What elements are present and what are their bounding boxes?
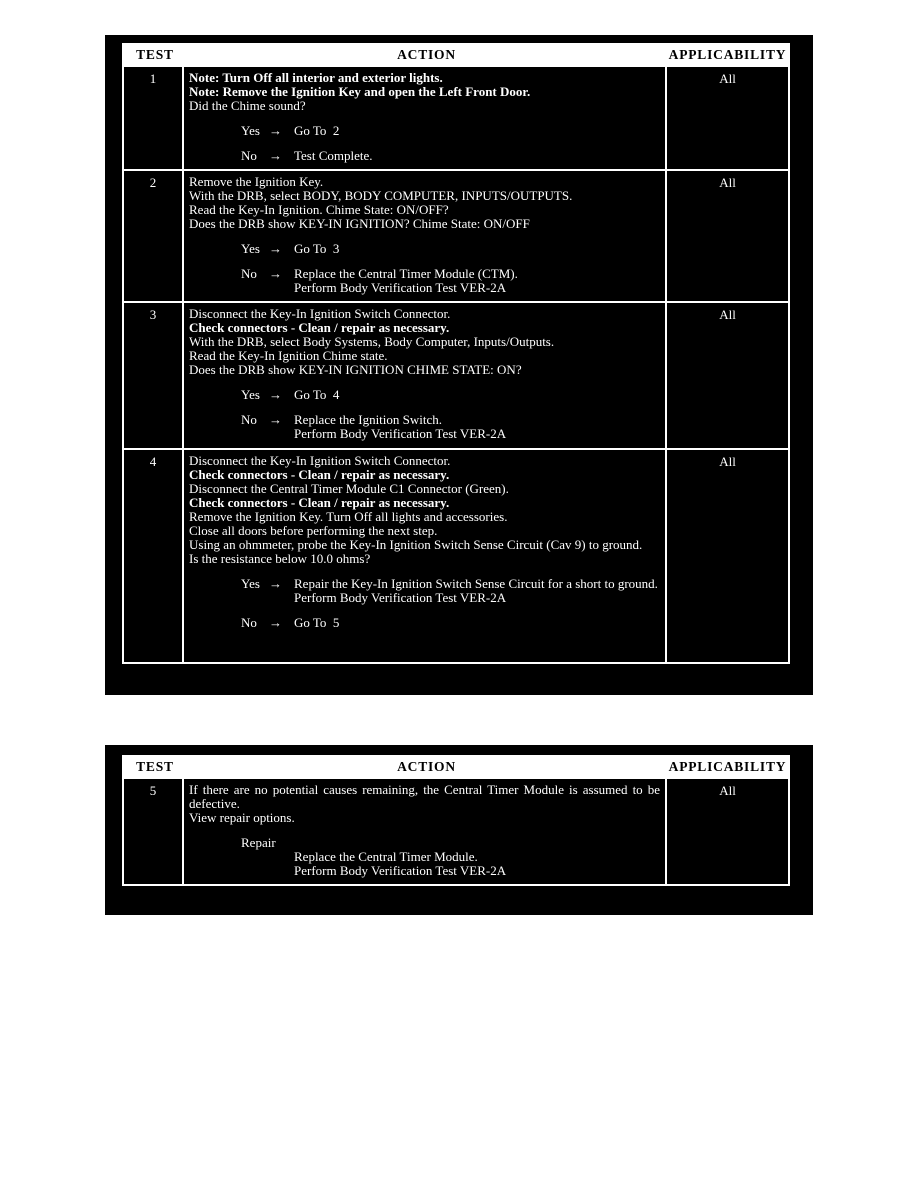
- decision-block: [241, 149, 660, 163]
- action-line: Disconnect the Key-In Ignition Switch Connector.: [189, 306, 451, 321]
- test-number-cell: 2: [124, 171, 184, 301]
- decision-label: Yes: [241, 241, 260, 256]
- decision-block: [241, 388, 660, 402]
- right-arrow-icon: →: [269, 387, 282, 402]
- decision-label: No: [241, 615, 257, 630]
- table-row: [124, 777, 788, 884]
- decision-text: [294, 267, 660, 295]
- diagnostic-table-1: [122, 43, 790, 664]
- action-line: Check connectors - Clean / repair as necessary.: [189, 320, 450, 335]
- right-arrow-icon: →: [269, 576, 282, 591]
- decision-block: [241, 242, 660, 256]
- table-2-body: [124, 777, 788, 884]
- test-number-cell: 1: [124, 67, 184, 169]
- decision-label: No: [241, 412, 257, 427]
- action-line: Using an ohmmeter, probe the Key-In Ignition Switch Sense Circuit (Cav 9) to ground.: [189, 537, 643, 552]
- action-cell: [184, 779, 667, 884]
- right-arrow-icon: →: [269, 148, 282, 163]
- decision-text-line: [294, 836, 660, 850]
- action-line: Check connectors - Clean / repair as necessary.: [189, 495, 450, 510]
- diagnostic-table-2: [122, 755, 790, 886]
- decision-text-line: Perform Body Verification Test VER-2A: [294, 426, 507, 441]
- decision-text: [294, 836, 660, 878]
- decision-text: [294, 616, 660, 630]
- column-header-action: ACTION: [397, 759, 456, 774]
- table-row: [124, 169, 788, 301]
- action-line: Disconnect the Key-In Ignition Switch Connector.: [189, 453, 451, 468]
- decision-text: [294, 149, 660, 163]
- decision-block: [241, 124, 660, 138]
- decision-block: [241, 413, 660, 441]
- applicability-cell: All: [719, 307, 736, 322]
- table-1-body: [124, 65, 788, 662]
- action-line: Remove the Ignition Key.: [189, 174, 324, 189]
- right-arrow-icon: →: [269, 241, 282, 256]
- applicability-cell: All: [719, 175, 736, 190]
- action-line: Remove the Ignition Key. Turn Off all lights and accessories.: [189, 509, 508, 524]
- applicability-cell: All: [719, 71, 736, 86]
- decision-text-line: Go To 3: [294, 241, 340, 256]
- action-line: With the DRB, select Body Systems, Body Computer, Inputs/Outputs.: [189, 334, 555, 349]
- action-line: If there are no potential causes remaining, the Central Timer Module is assumed to be defective.: [189, 782, 664, 811]
- diagnostic-panel-1: [105, 35, 813, 695]
- action-line: Is the resistance below 10.0 ohms?: [189, 551, 371, 566]
- decision-label: Yes: [241, 387, 260, 402]
- decision-text: [294, 577, 660, 605]
- decision-label: Yes: [241, 576, 260, 591]
- decision-block: [241, 616, 660, 630]
- decision-text: [294, 413, 660, 441]
- applicability-cell: All: [719, 783, 736, 798]
- action-line: Does the DRB show KEY-IN IGNITION? Chime State: ON/OFF: [189, 216, 530, 231]
- test-number-cell: 4: [124, 450, 184, 662]
- table-2-header-row: [124, 757, 788, 777]
- decision-text-line: Test Complete.: [294, 148, 373, 163]
- action-line: Note: Remove the Ignition Key and open the Left Front Door.: [189, 84, 531, 99]
- column-header-action: ACTION: [397, 47, 456, 62]
- action-line: With the DRB, select BODY, BODY COMPUTER, INPUTS/OUTPUTS.: [189, 188, 573, 203]
- decision-label: Repair: [241, 835, 276, 850]
- test-number-cell: 3: [124, 303, 184, 448]
- decision-text-line: Replace the Ignition Switch.: [294, 412, 443, 427]
- action-cell: [184, 303, 667, 448]
- test-number-cell: 5: [124, 779, 184, 884]
- applicability-cell: All: [719, 454, 736, 469]
- action-line: Note: Turn Off all interior and exterior lights.: [189, 70, 443, 85]
- diagnostic-panel-2: [105, 745, 813, 915]
- decision-text-line: Go To 2: [294, 123, 340, 138]
- decision-text-line: Go To 5: [294, 615, 340, 630]
- action-line: Read the Key-In Ignition. Chime State: ON/OFF?: [189, 202, 449, 217]
- right-arrow-icon: →: [269, 266, 282, 281]
- action-cell: [184, 450, 667, 662]
- decision-text-line: Repair the Key-In Ignition Switch Sense Circuit for a short to ground.: [294, 576, 658, 591]
- action-cell: [184, 67, 667, 169]
- decision-text: [294, 242, 660, 256]
- decision-text-line: Replace the Central Timer Module (CTM).: [294, 266, 518, 281]
- decision-text: [294, 388, 660, 402]
- action-line: Check connectors - Clean / repair as necessary.: [189, 467, 450, 482]
- table-row: [124, 65, 788, 169]
- decision-label: No: [241, 266, 257, 281]
- column-header-test: TEST: [136, 47, 174, 62]
- table-row: [124, 448, 788, 662]
- right-arrow-icon: [269, 836, 294, 878]
- decision-text-line: Perform Body Verification Test VER-2A: [294, 280, 507, 295]
- right-arrow-icon: →: [269, 412, 282, 427]
- action-line: Read the Key-In Ignition Chime state.: [189, 348, 388, 363]
- action-line: Close all doors before performing the next step.: [189, 523, 438, 538]
- table-1-header-row: [124, 45, 788, 65]
- action-line: View repair options.: [189, 810, 295, 825]
- decision-block: [241, 267, 660, 295]
- decision-label: No: [241, 148, 257, 163]
- action-line: Does the DRB show KEY-IN IGNITION CHIME STATE: ON?: [189, 362, 522, 377]
- action-line: Disconnect the Central Timer Module C1 Connector (Green).: [189, 481, 509, 496]
- decision-text-line: Go To 4: [294, 387, 340, 402]
- action-line: Did the Chime sound?: [189, 98, 306, 113]
- decision-block: [241, 836, 660, 878]
- decision-text: [294, 124, 660, 138]
- column-header-applicability: APPLICABILITY: [668, 759, 787, 774]
- decision-text-line: Replace the Central Timer Module.: [294, 849, 478, 864]
- action-cell: [184, 171, 667, 301]
- right-arrow-icon: →: [269, 123, 282, 138]
- column-header-test: TEST: [136, 759, 174, 774]
- decision-block: [241, 577, 660, 605]
- column-header-applicability: APPLICABILITY: [668, 47, 787, 62]
- table-row: [124, 301, 788, 448]
- decision-text-line: Perform Body Verification Test VER-2A: [294, 863, 507, 878]
- decision-text-line: Perform Body Verification Test VER-2A: [294, 590, 507, 605]
- right-arrow-icon: →: [269, 615, 282, 630]
- decision-label: Yes: [241, 123, 260, 138]
